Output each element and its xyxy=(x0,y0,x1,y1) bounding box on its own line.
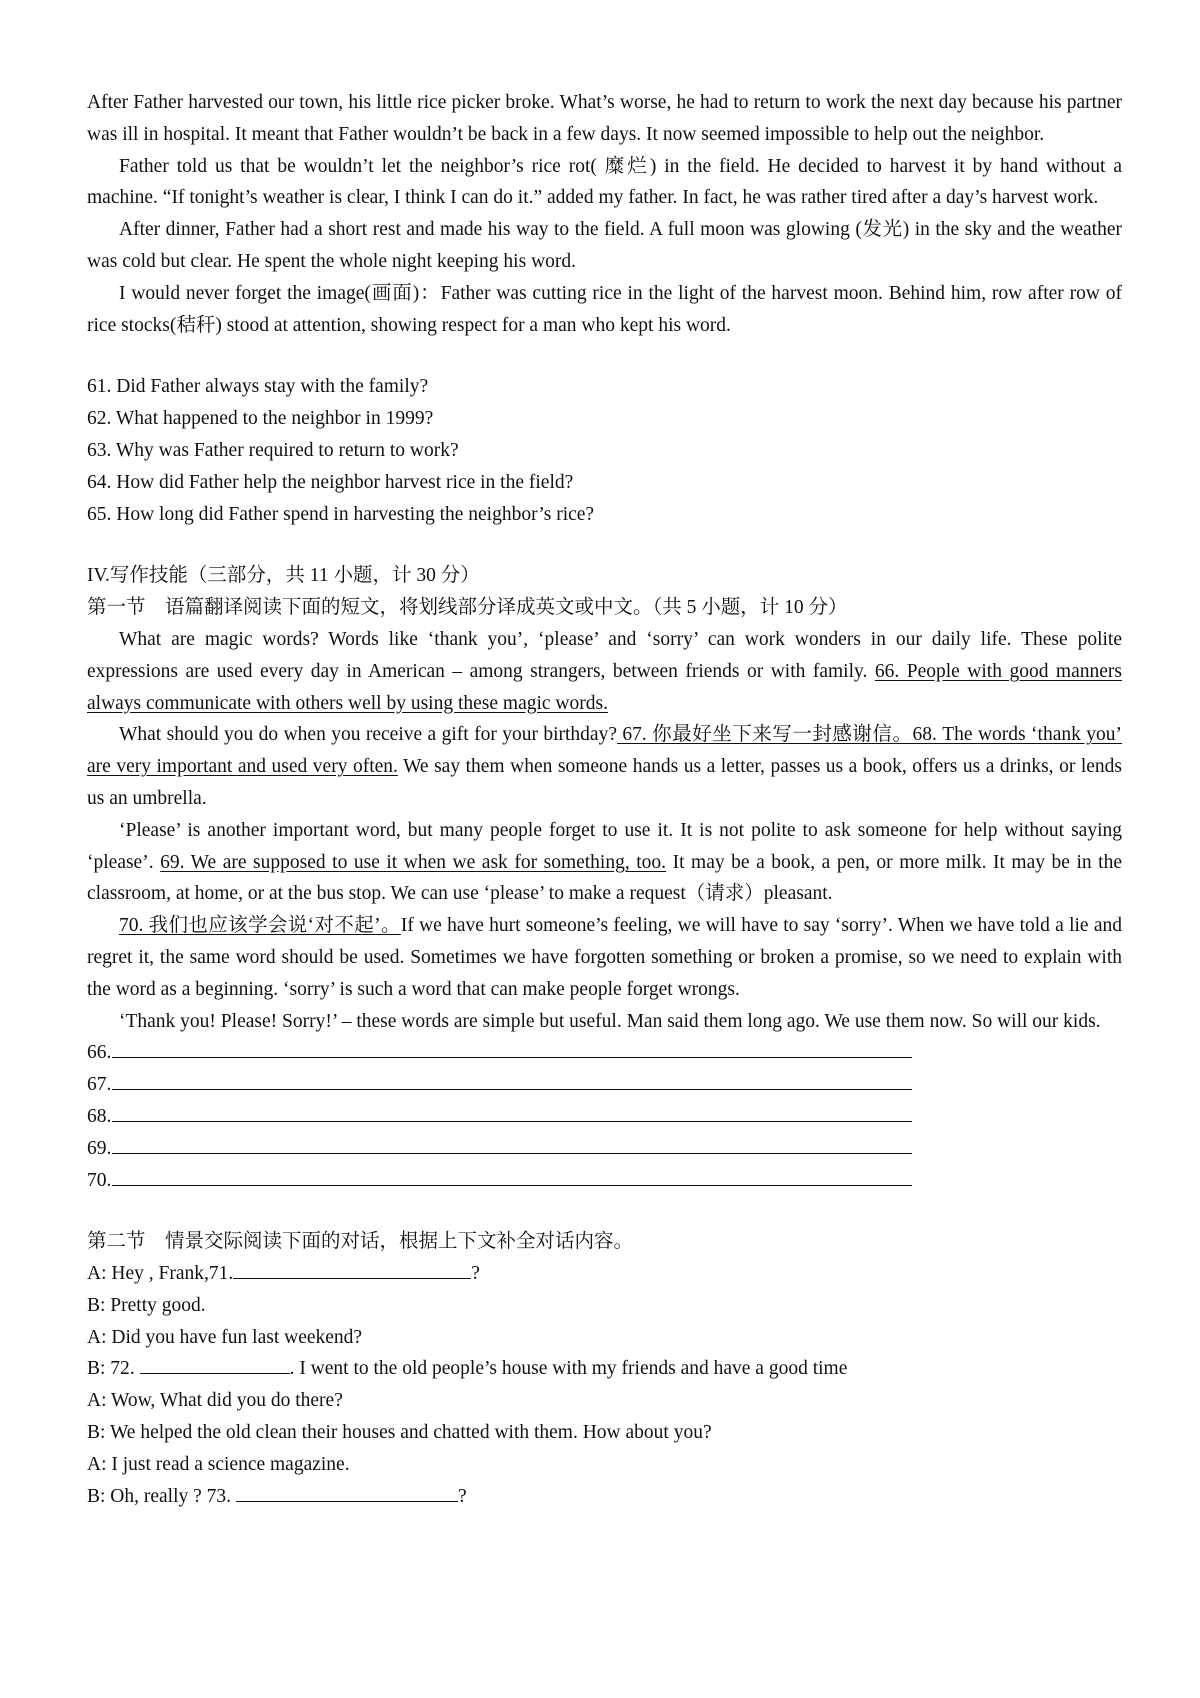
passage-paragraph-1 xyxy=(87,624,1122,719)
answer-blank[interactable] xyxy=(112,1037,912,1058)
part1-heading: 第一节 语篇翻译阅读下面的短文，将划线部分译成英文或中文。（共 5 小题，计 10 分） xyxy=(87,597,848,619)
dialogue-line-3: A: Did you have fun last weekend? xyxy=(87,1326,363,1348)
passage-text: ‘Please’ is another important word, but many people forget to use it. It is not polite to ask someone for help without saying ‘please’. xyxy=(87,819,1122,873)
answer-line-69[interactable] xyxy=(87,1133,1122,1165)
dialogue-line-8 xyxy=(87,1481,1122,1513)
dialogue-line-1 xyxy=(87,1258,1122,1290)
spacer xyxy=(87,1196,1122,1226)
story-paragraph-1: After Father harvested our town, his little rice picker broke. What’s worse, he had to return to work the next day because his partner was ill in hospital. It meant that Father wouldn’t be back in a few days. It now seemed impossible to help out the neighbor. xyxy=(87,92,1122,145)
dialogue-line-7: A: I just read a science magazine. xyxy=(87,1453,350,1475)
question-64: 64. How did Father help the neighbor harvest rice in the field? xyxy=(87,471,574,493)
dialogue-line-2: B: Pretty good. xyxy=(87,1294,206,1316)
dialogue-line-5: A: Wow, What did you do there? xyxy=(87,1390,343,1412)
passage-text: What are magic words? Words like ‘thank you’, ‘please’ and ‘sorry’ can work wonders in our daily life. These polite expressions are used every day in American – among strangers, between friends or with family. xyxy=(87,628,1122,682)
answer-label: 68. xyxy=(87,1105,112,1127)
passage-paragraph-3 xyxy=(87,815,1122,910)
part2-heading: 第二节 情景交际阅读下面的对话，根据上下文补全对话内容。 xyxy=(87,1231,634,1253)
answer-label: 70. xyxy=(87,1169,112,1191)
dialogue-text: B: Oh, really ? 73. xyxy=(87,1485,236,1507)
dialogue-line-6: B: We helped the old clean their houses and chatted with them. How about you? xyxy=(87,1422,712,1444)
spacer xyxy=(87,341,1122,371)
question-63: 63. Why was Father required to return to work? xyxy=(87,439,459,461)
answer-line-70[interactable] xyxy=(87,1165,1122,1197)
question-62: 62. What happened to the neighbor in 1999? xyxy=(87,408,434,430)
answer-label: 66. xyxy=(87,1042,112,1064)
dialogue-line-4 xyxy=(87,1353,1122,1385)
question-65: 65. How long did Father spend in harvesting the neighbor’s rice? xyxy=(87,503,595,525)
answer-label: 69. xyxy=(87,1137,112,1159)
dialogue-blank-72[interactable] xyxy=(140,1353,290,1374)
dialogue-blank-71[interactable] xyxy=(233,1258,471,1279)
dialogue-text: ? xyxy=(471,1263,480,1285)
dialogue-text: B: 72. xyxy=(87,1358,140,1380)
passage-paragraph-2 xyxy=(87,719,1122,814)
passage-text: If we have hurt someone’s feeling, we will have to say ‘sorry’. When we have told a lie and regret it, the same word should be used. Sometimes we have forgotten something or broken a promise, so we need to explain with the word as a beginning. ‘sorry’ is such a word that can make people forget wrongs. xyxy=(87,915,1122,1000)
section-heading: IV.写作技能（三部分，共 11 小题，计 30 分） xyxy=(87,565,480,587)
dialogue-blank-73[interactable] xyxy=(236,1481,458,1502)
passage-text: We say them when someone hands us a letter, passes us a book, offers us a drinks, or lends us an umbrella. xyxy=(87,756,1122,809)
answer-blank[interactable] xyxy=(112,1069,912,1090)
story-paragraph-2: Father told us that be wouldn’t let the neighbor’s rice rot( 糜烂) in the field. He decided to harvest it by hand without a machine. “If tonight’s weather is clear, I think I can do it.” added my father. In fact, he was rather tired after a day’s harvest work. xyxy=(87,155,1122,209)
passage-text: What should you do when you receive a gift for your birthday? xyxy=(119,724,617,746)
answer-line-67[interactable] xyxy=(87,1069,1122,1101)
spacer xyxy=(87,530,1122,560)
story-paragraph-3: After dinner, Father had a short rest and made his way to the field. A full moon was glowing (发光) in the sky and the weather was cold but clear. He spent the whole night keeping his word. xyxy=(87,219,1122,272)
passage-paragraph-5: ‘Thank you! Please! Sorry!’ – these words are simple but useful. Man said them long ago. We use them now. So will our kids. xyxy=(119,1010,1101,1032)
answer-blank[interactable] xyxy=(112,1101,912,1122)
answer-line-68[interactable] xyxy=(87,1101,1122,1133)
question-61: 61. Did Father always stay with the family? xyxy=(87,376,429,398)
answer-label: 67. xyxy=(87,1074,112,1096)
translation-target-69: 69. We are supposed to use it when we ask for something, too. xyxy=(160,851,667,873)
translation-target-70: 70. 我们也应该学会说‘对不起’。 xyxy=(119,915,401,937)
answer-line-66[interactable] xyxy=(87,1037,1122,1069)
answer-blank[interactable] xyxy=(112,1133,912,1154)
dialogue-text: . I went to the old people’s house with my friends and have a good time xyxy=(289,1358,848,1380)
dialogue-text: A: Hey , Frank,71. xyxy=(87,1263,234,1285)
answer-blank[interactable] xyxy=(112,1165,912,1186)
story-paragraph-4: I would never forget the image(画面)：Father was cutting rice in the light of the harvest moon. Behind him, row after row of rice stocks(秸秆) stood at attention, showing respect for a man who kept his word. xyxy=(87,282,1122,336)
translation-target-66: 66. People with good manners always communicate with others well by using these magic words. xyxy=(87,660,1122,714)
passage-text: It may be a book, a pen, or more milk. It may be in the classroom, at home, or at the bus stop. We can use ‘please’ to make a request（请求）pleasant. xyxy=(87,851,1122,905)
translation-target-67-68: 67. 你最好坐下来写一封感谢信。68. The words ‘thank you’ are very important and used very often. xyxy=(87,724,1122,778)
dialogue-text: ? xyxy=(457,1485,467,1507)
exam-page xyxy=(87,87,1122,1512)
passage-paragraph-4 xyxy=(87,910,1122,1005)
